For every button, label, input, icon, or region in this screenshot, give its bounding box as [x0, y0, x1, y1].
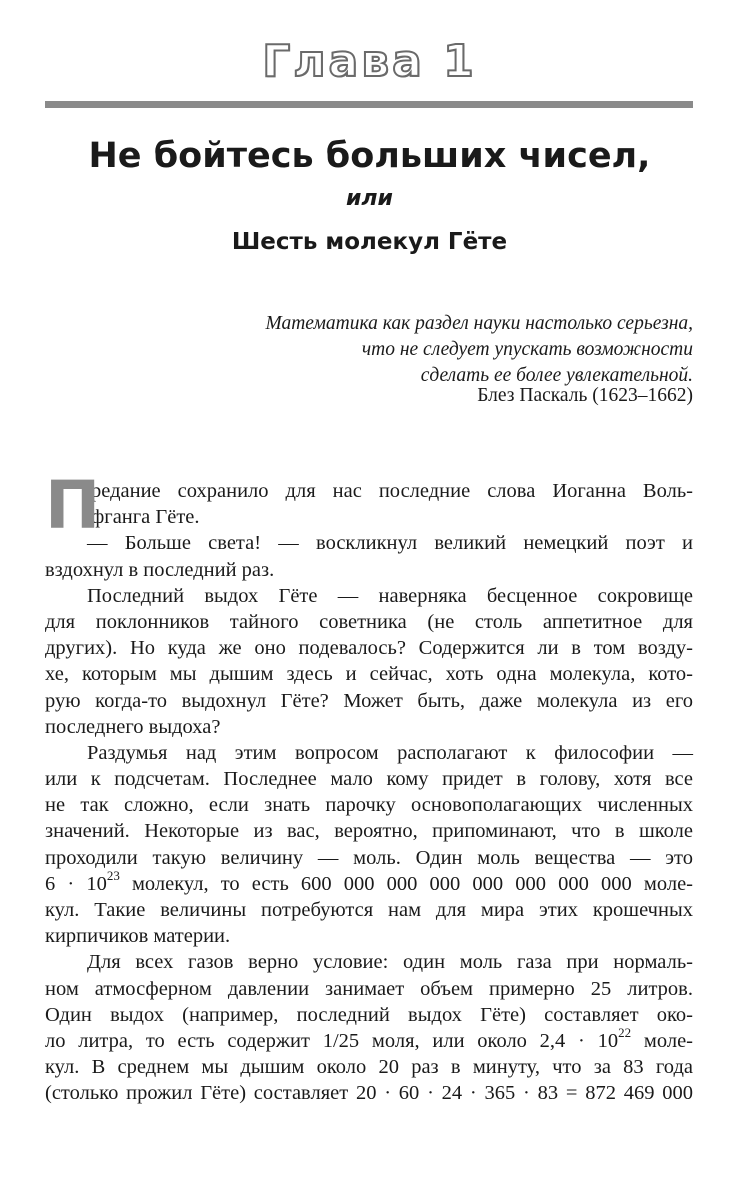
- epigraph: [133, 311, 693, 389]
- epigraph-line: сделать ее более увлекательной.: [420, 365, 693, 386]
- text-line: кул. Такие величины потребуются нам для мира этих крошечных: [45, 899, 693, 921]
- text-line: [45, 867, 694, 897]
- formula-text: моле-: [631, 1029, 693, 1052]
- formula-text: 6 · 10: [45, 872, 107, 895]
- text-line: или к подсчетам. Последнее мало кому придет в голову, хотя все: [45, 768, 693, 791]
- text-line: [45, 1025, 693, 1054]
- text-line: последнего выдоха?: [45, 715, 221, 738]
- text-line: для поклонников тайного советника (не столь аппетитное для: [45, 610, 693, 633]
- title-connector: или: [346, 186, 393, 211]
- text-line: Последний выдох Гёте — наверняка бесценное сокровище: [87, 584, 693, 607]
- text-line: хе, которым мы дышим здесь и сейчас, хоть одна молекула, кото-: [45, 663, 693, 686]
- epigraph-author: Блез Паскаль (1623–1662): [477, 385, 693, 406]
- formula-text: молекул, то есть 600 000 000 000 000 000 000 000 моле-: [119, 872, 694, 895]
- text-line: не так сложно, если знать парочку основополагающих численных: [45, 794, 693, 817]
- body-text: [45, 467, 694, 1107]
- text-line: (столько прожил Гёте) составляет 20 · 60 · 24 · 365 · 83 = 872 469 000: [45, 1082, 693, 1105]
- exponent: 23: [106, 867, 120, 883]
- exponent: 22: [618, 1025, 632, 1041]
- epigraph-line: Математика как раздел науки настолько серьезна,: [265, 313, 693, 334]
- text-line: Для всех газов верно условие: один моль газа при нормаль-: [87, 951, 693, 974]
- epigraph-line: что не следует упускать возможности: [361, 339, 693, 360]
- chapter-title: Не бойтесь больших чисел,: [88, 136, 651, 176]
- chapter-subtitle: Шесть молекул Гёте: [231, 229, 508, 255]
- drop-cap: П: [45, 467, 101, 544]
- text-line: кул. В среднем мы дышим около 20 раз в минуту, что за 83 года: [45, 1056, 693, 1079]
- text-line: кирпичиков материи.: [45, 925, 231, 948]
- text-line: вздохнул в последний раз.: [45, 558, 275, 581]
- formula-text: ло литра, то есть содержит 1/25 моля, или около 2,4 · 10: [45, 1029, 619, 1052]
- header-rule: [45, 101, 693, 108]
- text-line: Один выдох (например, последний выдох Гёте) составляет око-: [45, 1003, 693, 1026]
- chapter-label: Глава 1: [262, 36, 477, 87]
- text-line: значений. Некоторые из вас, вероятно, припоминают, что в школе: [45, 820, 693, 843]
- text-line: других). Но куда же оно подевалось? Содержится ли в том возду-: [45, 637, 693, 660]
- text-line: — Больше света! — воскликнул великий немецкий поэт и: [87, 532, 693, 555]
- text-line: редание сохранило для нас последние слова Иоганна Воль-: [91, 480, 693, 502]
- text-line: проходили такую величину — моль. Один моль вещества — это: [45, 846, 693, 869]
- text-line: ном атмосферном давлении занимает объем примерно 25 литров.: [45, 977, 693, 1000]
- text-line: рую когда-то выдохнул Гёте? Может быть, даже молекула из его: [45, 689, 693, 712]
- text-line: Раздумья над этим вопросом располагают к философии —: [87, 741, 693, 764]
- text-line: фганга Гёте.: [91, 506, 200, 529]
